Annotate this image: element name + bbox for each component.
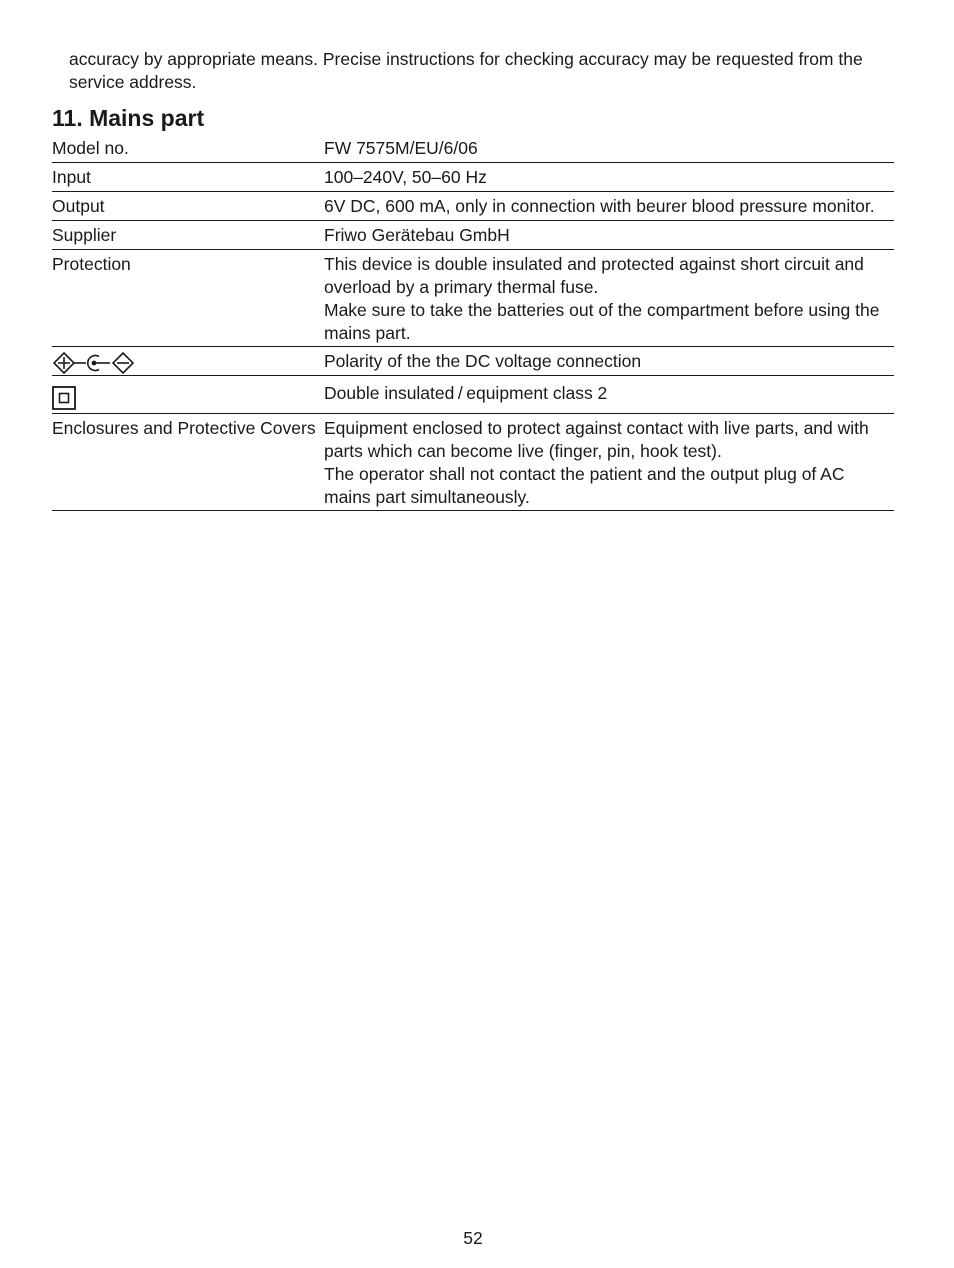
row-value — [324, 350, 894, 375]
row-value — [324, 382, 894, 413]
row-label: Model no. — [52, 138, 129, 158]
row-value — [324, 166, 894, 191]
row-value — [324, 253, 894, 346]
row-label — [52, 382, 324, 413]
table-row-input — [52, 163, 894, 192]
table-row-model — [52, 137, 894, 163]
table-row-protection — [52, 250, 894, 347]
double-insulated-icon — [52, 386, 76, 410]
row-label — [52, 350, 324, 375]
row-value-text: 6V DC, 600 mA, only in connection with beurer blood pressure monitor. — [324, 196, 875, 216]
table-row-enclosures — [52, 414, 894, 511]
table-row-output — [52, 192, 894, 221]
table-row-insulation — [52, 376, 894, 414]
row-label: Output — [52, 196, 105, 216]
row-value-text: Friwo Gerätebau GmbH — [324, 225, 510, 245]
row-value-text: 100–240V, 50–60 Hz — [324, 167, 487, 187]
row-value-text: Polarity of the the DC voltage connection — [324, 351, 642, 371]
row-value-text: Double insulated / equipment class 2 — [324, 383, 608, 403]
specifications-table — [52, 137, 894, 511]
row-label: Enclosures and Protective Covers — [52, 418, 316, 438]
row-value — [324, 417, 894, 510]
page-number: 52 — [463, 1228, 483, 1248]
dc-polarity-icon — [52, 352, 136, 374]
row-label: Supplier — [52, 225, 117, 245]
row-label: Input — [52, 167, 91, 187]
intro-paragraph: accuracy by appropriate means. Precise instructions for checking accuracy may be requested from the service address. — [69, 49, 863, 92]
row-value-text: FW 7575M/EU/6/06 — [324, 138, 478, 158]
row-value-text: The operator shall not contact the patient and the output plug of AC mains part simultaneously. — [324, 464, 845, 507]
row-label: Protection — [52, 254, 131, 274]
row-value-text: Make sure to take the batteries out of the compartment before using the mains part. — [324, 300, 880, 343]
table-row-polarity — [52, 347, 894, 376]
row-value — [324, 195, 894, 220]
table-row-supplier — [52, 221, 894, 250]
section-title: 11. Mains part — [52, 105, 205, 131]
row-value-text: This device is double insulated and protected against short circuit and overload by a primary thermal fuse. — [324, 254, 864, 297]
row-value-text: Equipment enclosed to protect against contact with live parts, and with parts which can become live (finger, pin, hook test). — [324, 418, 869, 461]
row-value — [324, 137, 894, 162]
row-value — [324, 224, 894, 249]
